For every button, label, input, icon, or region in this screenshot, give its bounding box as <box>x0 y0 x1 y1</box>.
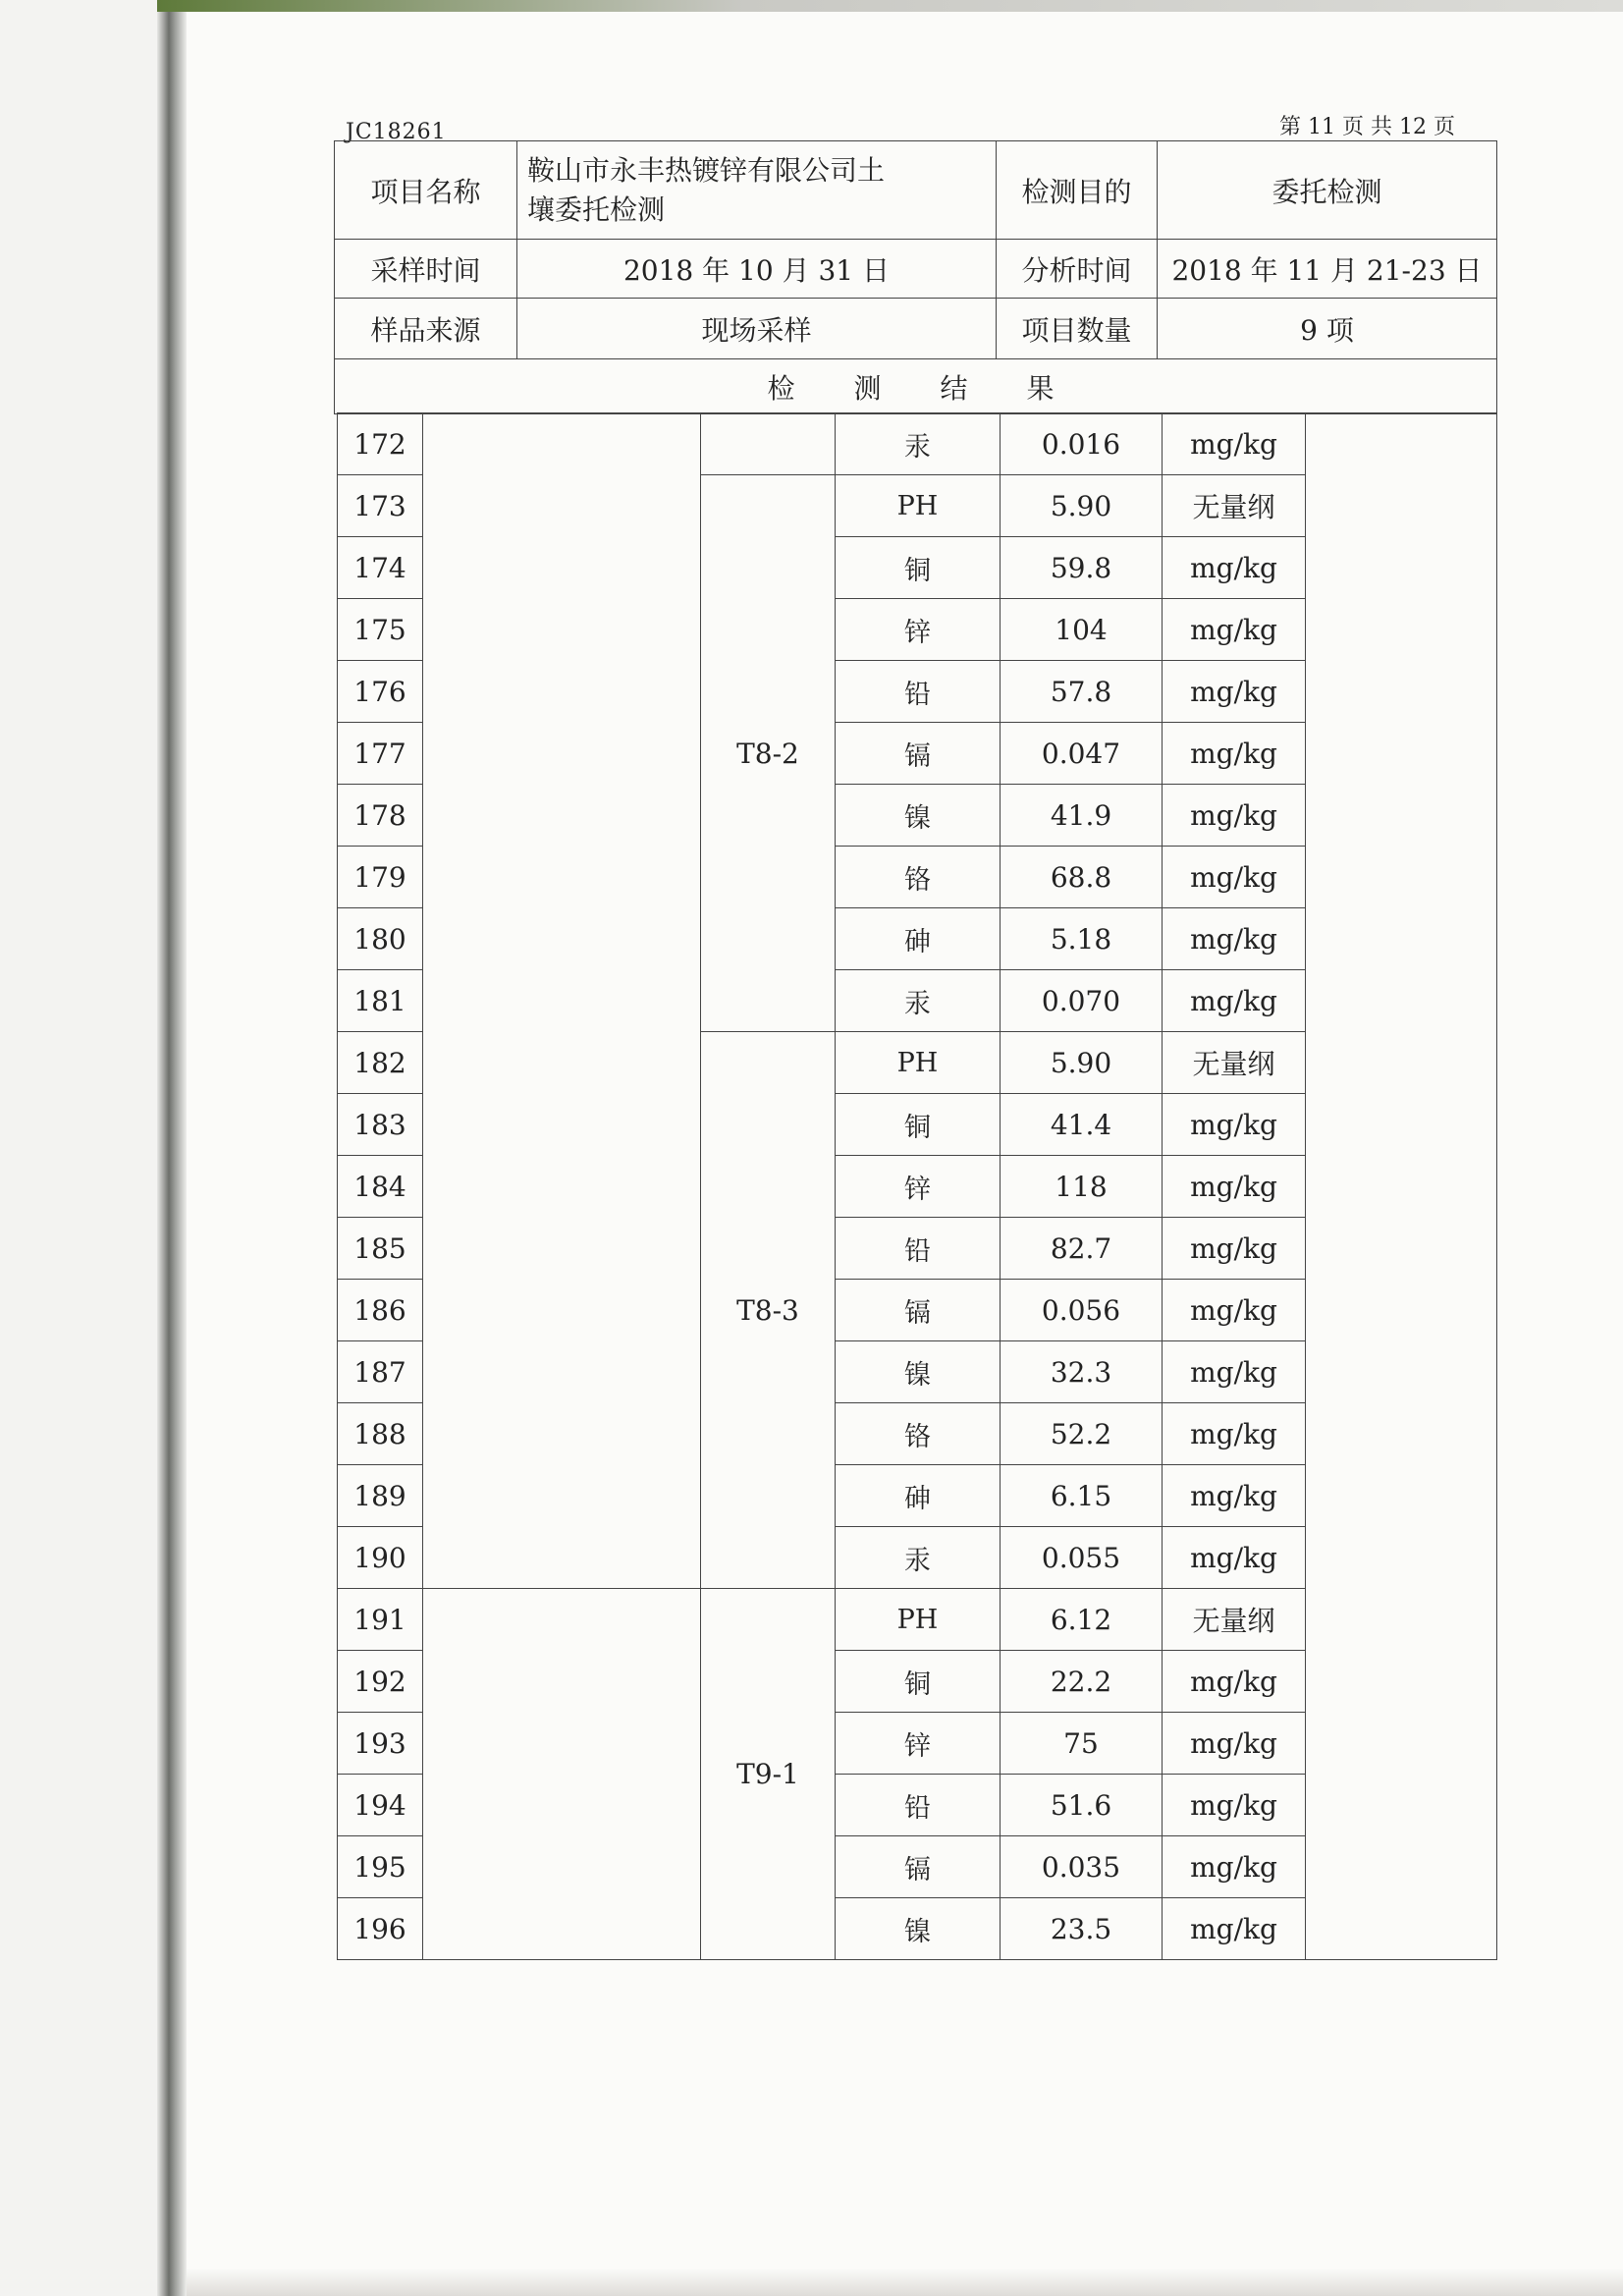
row-number: 173 <box>338 475 423 537</box>
sampling-time-value: 2018 年 10 月 31 日 <box>517 240 997 299</box>
element-name: 锌 <box>836 1713 1001 1775</box>
result-unit: mg/kg <box>1163 970 1306 1032</box>
element-name: 铜 <box>836 1651 1001 1713</box>
row-number: 181 <box>338 970 423 1032</box>
element-name: 铬 <box>836 847 1001 908</box>
sample-id-cell: T8-3 <box>701 1032 836 1589</box>
result-unit: mg/kg <box>1163 908 1306 970</box>
result-value: 68.8 <box>1001 847 1163 908</box>
element-name: 镉 <box>836 1836 1001 1898</box>
result-value: 41.4 <box>1001 1094 1163 1156</box>
result-unit: 无量纲 <box>1163 475 1306 537</box>
element-name: 镍 <box>836 1341 1001 1403</box>
row-number: 191 <box>338 1589 423 1651</box>
result-value: 82.7 <box>1001 1218 1163 1280</box>
sample-id-cell: T8-2 <box>701 475 836 1032</box>
result-value: 0.070 <box>1001 970 1163 1032</box>
row-number: 192 <box>338 1651 423 1713</box>
result-value: 5.90 <box>1001 1032 1163 1094</box>
element-name: 铅 <box>836 1775 1001 1836</box>
result-value: 0.047 <box>1001 723 1163 785</box>
page-number: 第 11 页 共 12 页 <box>1279 115 1455 139</box>
purpose-value: 委托检测 <box>1158 141 1497 240</box>
row-number: 194 <box>338 1775 423 1836</box>
result-unit: 无量纲 <box>1163 1032 1306 1094</box>
result-value: 51.6 <box>1001 1775 1163 1836</box>
site-cell <box>423 413 701 1589</box>
row-number: 177 <box>338 723 423 785</box>
result-unit: mg/kg <box>1163 537 1306 599</box>
element-name: 锌 <box>836 1156 1001 1218</box>
purpose-label: 检测目的 <box>997 141 1158 240</box>
result-unit: mg/kg <box>1163 1465 1306 1527</box>
result-unit: 无量纲 <box>1163 1589 1306 1651</box>
result-value: 0.055 <box>1001 1527 1163 1589</box>
result-value: 6.12 <box>1001 1589 1163 1651</box>
project-name-label: 项目名称 <box>335 141 517 240</box>
sample-source-label: 样品来源 <box>335 299 517 359</box>
element-name: 铬 <box>836 1403 1001 1465</box>
result-unit: mg/kg <box>1163 1218 1306 1280</box>
report-header-table <box>334 140 1497 414</box>
element-name: 铜 <box>836 1094 1001 1156</box>
scan-left-margin <box>0 0 157 2296</box>
analysis-time-value: 2018 年 11 月 21-23 日 <box>1158 240 1497 299</box>
document-number: JC18261 <box>346 120 447 144</box>
row-number: 176 <box>338 661 423 723</box>
item-count-value: 9 项 <box>1158 299 1497 359</box>
element-name: 铅 <box>836 661 1001 723</box>
row-number: 174 <box>338 537 423 599</box>
result-value: 32.3 <box>1001 1341 1163 1403</box>
element-name: 砷 <box>836 1465 1001 1527</box>
result-unit: mg/kg <box>1163 785 1306 847</box>
result-unit: mg/kg <box>1163 1403 1306 1465</box>
element-name: 镍 <box>836 785 1001 847</box>
result-value: 118 <box>1001 1156 1163 1218</box>
element-name: 锌 <box>836 599 1001 661</box>
result-value: 6.15 <box>1001 1465 1163 1527</box>
element-name: 镉 <box>836 1280 1001 1341</box>
result-unit: mg/kg <box>1163 847 1306 908</box>
result-unit: mg/kg <box>1163 1341 1306 1403</box>
results-table <box>337 412 1497 1960</box>
result-unit: mg/kg <box>1163 1836 1306 1898</box>
table-row <box>338 413 1497 475</box>
result-value: 0.035 <box>1001 1836 1163 1898</box>
element-name: PH <box>836 475 1001 537</box>
row-number: 187 <box>338 1341 423 1403</box>
sample-id-cell <box>701 413 836 475</box>
row-number: 186 <box>338 1280 423 1341</box>
row-number: 188 <box>338 1403 423 1465</box>
item-count-label: 项目数量 <box>997 299 1158 359</box>
row-number: 189 <box>338 1465 423 1527</box>
result-unit: mg/kg <box>1163 1775 1306 1836</box>
site-cell <box>423 1589 701 1960</box>
result-value: 5.18 <box>1001 908 1163 970</box>
result-unit: mg/kg <box>1163 1156 1306 1218</box>
row-number: 184 <box>338 1156 423 1218</box>
row-number: 185 <box>338 1218 423 1280</box>
result-value: 23.5 <box>1001 1898 1163 1960</box>
result-unit: mg/kg <box>1163 1898 1306 1960</box>
scan-top-edge <box>157 0 1623 12</box>
element-name: 镉 <box>836 723 1001 785</box>
row-number: 190 <box>338 1527 423 1589</box>
result-value: 104 <box>1001 599 1163 661</box>
result-value: 0.016 <box>1001 413 1163 475</box>
result-value: 0.056 <box>1001 1280 1163 1341</box>
element-name: PH <box>836 1032 1001 1094</box>
result-unit: mg/kg <box>1163 1094 1306 1156</box>
element-name: PH <box>836 1589 1001 1651</box>
result-value: 75 <box>1001 1713 1163 1775</box>
element-name: 铜 <box>836 537 1001 599</box>
result-unit: mg/kg <box>1163 661 1306 723</box>
result-value: 59.8 <box>1001 537 1163 599</box>
scan-bottom-edge <box>187 2269 1623 2296</box>
row-number: 179 <box>338 847 423 908</box>
result-value: 41.9 <box>1001 785 1163 847</box>
row-number: 195 <box>338 1836 423 1898</box>
results-title: 检测结果 <box>335 359 1497 414</box>
result-value: 22.2 <box>1001 1651 1163 1713</box>
row-number: 182 <box>338 1032 423 1094</box>
row-number: 193 <box>338 1713 423 1775</box>
element-name: 汞 <box>836 1527 1001 1589</box>
row-number: 175 <box>338 599 423 661</box>
sample-id-cell: T9-1 <box>701 1589 836 1960</box>
row-number: 172 <box>338 413 423 475</box>
result-unit: mg/kg <box>1163 413 1306 475</box>
result-value: 57.8 <box>1001 661 1163 723</box>
element-name: 铅 <box>836 1218 1001 1280</box>
result-unit: mg/kg <box>1163 1527 1306 1589</box>
element-name: 汞 <box>836 413 1001 475</box>
row-number: 183 <box>338 1094 423 1156</box>
element-name: 汞 <box>836 970 1001 1032</box>
sampling-time-label: 采样时间 <box>335 240 517 299</box>
project-name-value <box>517 141 997 240</box>
row-number: 180 <box>338 908 423 970</box>
result-unit: mg/kg <box>1163 599 1306 661</box>
sample-source-value: 现场采样 <box>517 299 997 359</box>
result-unit: mg/kg <box>1163 1713 1306 1775</box>
binding-shadow <box>157 0 187 2296</box>
project-name-line1: 鞍山市永丰热镀锌有限公司土 <box>527 153 886 187</box>
result-unit: mg/kg <box>1163 1280 1306 1341</box>
result-unit: mg/kg <box>1163 1651 1306 1713</box>
project-name-line2: 壤委托检测 <box>527 192 666 226</box>
analysis-time-label: 分析时间 <box>997 240 1158 299</box>
element-name: 砷 <box>836 908 1001 970</box>
result-unit: mg/kg <box>1163 723 1306 785</box>
result-value: 5.90 <box>1001 475 1163 537</box>
row-number: 178 <box>338 785 423 847</box>
row-number: 196 <box>338 1898 423 1960</box>
result-value: 52.2 <box>1001 1403 1163 1465</box>
element-name: 镍 <box>836 1898 1001 1960</box>
remarks-cell <box>1306 413 1497 1960</box>
